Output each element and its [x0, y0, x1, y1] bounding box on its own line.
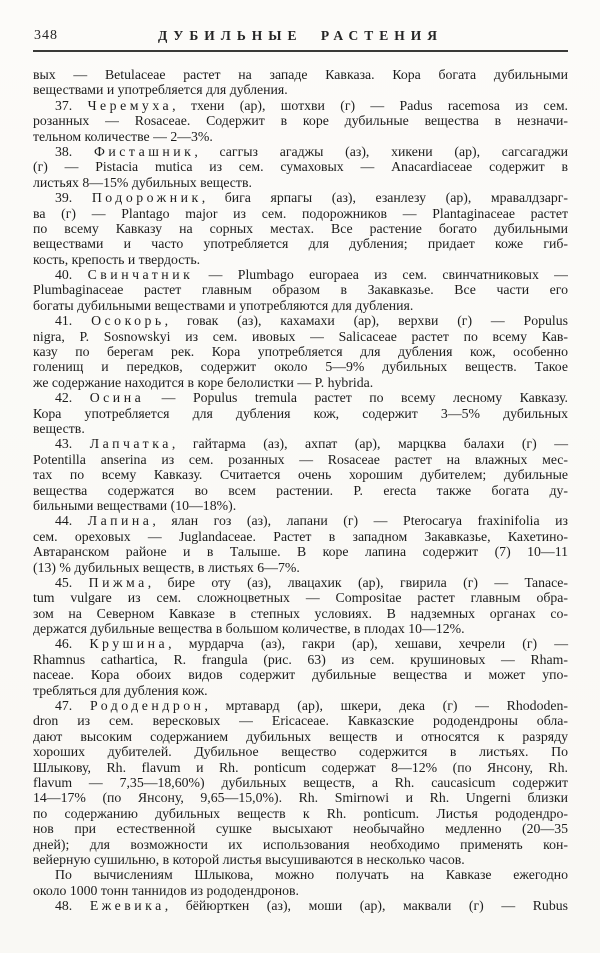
text-line — [33, 483, 568, 498]
text-line — [33, 113, 568, 128]
text-line — [33, 406, 568, 421]
text-run: flavum — 7,35—18,60%) дубильных веществ, а Rh. caucasicum содержит — [33, 774, 568, 790]
text-run: сем. ореховых — Juglandaceae. Растет в западном Закавказье, Кахетино- — [33, 528, 568, 544]
text-line — [33, 82, 568, 97]
text-run: ва (г) — Plantago major из сем. подорожников — Plantaginaceae растет — [33, 205, 568, 221]
text-run: Plumbaginaceae растет главным образом в Закавказье. Все части его — [33, 282, 568, 298]
text-line — [33, 621, 568, 636]
text-run: 37. — [55, 97, 88, 113]
text-line — [33, 698, 568, 713]
text-line — [33, 590, 568, 605]
text-line — [33, 206, 568, 221]
page-number: 348 — [34, 28, 58, 43]
text-line — [33, 236, 568, 251]
text-line — [33, 67, 568, 82]
text-run: веществ. — [33, 420, 85, 436]
text-line — [33, 129, 568, 144]
paragraph — [33, 390, 568, 436]
header-rule — [33, 50, 568, 52]
text-line — [33, 544, 568, 559]
text-run: дают высоким содержанием дубильных веществ и относятся к разряду — [33, 728, 568, 744]
plant-name-emphasized: Осокорь — [91, 313, 165, 329]
text-line — [33, 606, 568, 621]
text-run: nigra, P. Sosnowskyi из сем. ивовых — Salicaceae растет по всему Кав- — [33, 328, 568, 344]
plant-name-emphasized: Лапчатка — [89, 436, 172, 452]
text-run: же содержание находится в коре белолистки — P. hybrida. — [33, 374, 374, 390]
paragraph — [33, 513, 568, 575]
paragraph — [33, 867, 568, 898]
text-line — [33, 436, 568, 451]
text-run: , бёйюрткен (аз), моши (ар), маквали (г) — Rubus — [164, 898, 568, 914]
text-run: казу по берегам рек. Кора употребляется для дубления кож, особенно — [33, 344, 568, 360]
text-line — [33, 282, 568, 297]
text-line — [33, 837, 568, 852]
paragraph — [33, 636, 568, 698]
text-run: около 1000 тонн таннидов из рододендронов. — [33, 882, 300, 898]
text-line — [33, 867, 568, 882]
text-line — [33, 452, 568, 467]
paragraph — [33, 67, 568, 98]
text-line — [33, 775, 568, 790]
text-run: , ялан гоз (аз), лапани (г) — Pterocarya fraxinifolia из — [152, 513, 568, 529]
text-line — [33, 713, 568, 728]
text-line — [33, 359, 568, 374]
plant-name-emphasized: Фисташник — [93, 143, 195, 159]
text-line — [33, 159, 568, 174]
text-run: тельном количестве — 2—3%. — [33, 128, 213, 144]
text-body — [33, 67, 568, 913]
text-line — [33, 390, 568, 405]
text-run: 48. — [55, 898, 90, 914]
text-line — [33, 667, 568, 682]
text-run: зом на Северном Кавказе в степных условиях. В надземных органах со- — [33, 605, 568, 621]
text-run: 40. — [55, 267, 88, 283]
text-run: веществами и употребляется для дубления. — [33, 82, 288, 98]
text-run: tum vulgare из сем. сложноцветных — Compositae растет главным обра- — [33, 590, 568, 606]
plant-name-emphasized: Лапина — [87, 513, 153, 529]
text-run: розанных — Rosaceae. Содержит в коре дубильные вещества в незначи- — [33, 113, 568, 129]
plant-name-emphasized: Ежевика — [89, 898, 165, 914]
text-line — [33, 683, 568, 698]
text-run: dron из сем. вересковых — Ericaceae. Кавказские рододендроны обла- — [33, 713, 568, 729]
plant-name-emphasized: Свинчатник — [87, 267, 194, 283]
text-line — [33, 298, 568, 313]
text-run: веществами и часто употребляется для дубления; придает коже гиб- — [33, 236, 568, 252]
text-run: вых — Betulaceae растет на западе Кавказа. Кора богата дубильными — [33, 67, 568, 82]
text-line — [33, 252, 568, 267]
text-run: 14—17% (по Янсону, 9,65—15,0%). Rh. Smirnowi и Rh. Ungerni близки — [33, 790, 568, 806]
text-run: , гайтарма (аз), ахпат (ар), марцква балахи (г) — — [171, 436, 568, 452]
text-run: , саггыз агаджы (аз), хикени (ар), сагсагаджи — [194, 143, 568, 159]
text-line — [33, 652, 568, 667]
text-run: Potentilla anserina из сем. розанных — Rosaceae растет на влажных мес- — [33, 451, 568, 467]
text-line — [33, 513, 568, 528]
text-run: 43. — [55, 436, 90, 452]
plant-name-emphasized: Крушина — [89, 636, 169, 652]
paragraph — [33, 144, 568, 190]
paragraph — [33, 575, 568, 637]
text-run: тах по всему Кавказу. Считается очень хорошим дубителем; дубильные — [33, 467, 568, 483]
text-run: по всему Кавказу на сорных местах. Все растение богато дубильными — [33, 220, 568, 236]
text-line — [33, 329, 568, 344]
text-run: дней); для возможности их использования необходимо применять кон- — [33, 836, 568, 852]
paragraph — [33, 436, 568, 513]
text-run: 39. — [55, 190, 92, 206]
text-line — [33, 760, 568, 775]
text-run: Кора употребляется для дубления кож, содержит 3—5% дубильных — [33, 405, 568, 421]
text-run: листьях 8—15% дубильных веществ. — [33, 174, 252, 190]
text-line — [33, 144, 568, 159]
text-line — [33, 806, 568, 821]
text-line — [33, 790, 568, 805]
text-run: нов при естественной сушке высыхают необычайно медленно (20—35 — [33, 821, 568, 837]
text-line — [33, 898, 568, 913]
text-run: , бире оту (аз), лвацахик (ар), гвирила (г) — Tanace- — [147, 574, 568, 590]
text-line — [33, 421, 568, 436]
text-line — [33, 636, 568, 651]
text-run: (г) — Pistacia mutica из сем. сумаховых — Anacardiaceae содержит в — [33, 159, 568, 175]
text-line — [33, 221, 568, 236]
text-run: бильными веществами (10—18%). — [33, 497, 237, 513]
text-run: По вычислениям Шлыкова, можно получать на Кавказе ежегодно — [55, 867, 568, 883]
text-run: 44. — [55, 513, 88, 529]
text-run: , тхени (ар), шотхви (г) — Padus racemosa из сем. — [172, 97, 568, 113]
text-line — [33, 175, 568, 190]
text-line — [33, 190, 568, 205]
plant-name-emphasized: Пижма — [88, 574, 148, 590]
text-line — [33, 98, 568, 113]
text-line — [33, 560, 568, 575]
text-run: , мурдарча (аз), гакри (ар), хешави, хечрели (г) — — [168, 636, 568, 652]
plant-name-emphasized: Осина — [89, 390, 145, 406]
text-line — [33, 498, 568, 513]
plant-name-emphasized: Черемуха — [87, 97, 173, 113]
text-run: , говак (аз), кахамахи (ар), верхви (г) — Populus — [164, 313, 568, 329]
text-line — [33, 821, 568, 836]
text-line — [33, 744, 568, 759]
text-run: 42. — [55, 390, 90, 406]
text-run: — Populus tremula растет по всему лесному Кавказу. — [144, 390, 568, 406]
paragraph — [33, 98, 568, 144]
text-run: 41. — [55, 313, 92, 329]
text-run: вейерную сушильню, в которой листья высушиваются в несколько часов. — [33, 851, 465, 867]
text-run: 38. — [55, 143, 94, 159]
text-run: хороших дубителей. Дубильное вещество содержится в листьях. По — [33, 744, 568, 760]
text-run: naceae. Кора обоих видов содержит дубильные вещества и может упо- — [33, 667, 568, 683]
text-line — [33, 375, 568, 390]
text-line — [33, 344, 568, 359]
paragraph — [33, 267, 568, 313]
text-line — [33, 529, 568, 544]
text-line — [33, 852, 568, 867]
running-title: ДУБИЛЬНЫЕ РАСТЕНИЯ — [157, 28, 443, 43]
text-run: Автаранском районе и в Талыше. В коре лапина содержит (7) 10—11 — [33, 544, 568, 560]
text-line — [33, 729, 568, 744]
text-run: Rhamnus cathartica, R. frangula (рис. 63) из сем. крушиновых — Rham- — [33, 651, 568, 667]
text-run: вещества содержатся во всем растении. P. erecta также богата ду- — [33, 482, 568, 498]
text-run: — Plumbago europaea из сем. свинчатниковых — — [193, 267, 568, 283]
plant-name-emphasized: Рододендрон — [89, 698, 205, 714]
plant-name-emphasized: Подорожник — [91, 190, 202, 206]
text-run: , мртавард (ар), шкери, дека (г) — Rhododen- — [204, 698, 568, 714]
text-line — [33, 313, 568, 328]
text-line — [33, 883, 568, 898]
paragraph — [33, 698, 568, 867]
text-run: , бига ярпагы (аз), езанлезу (ар), мравалдзарг- — [201, 190, 569, 206]
text-line — [33, 467, 568, 482]
paragraph — [33, 898, 568, 913]
text-line — [33, 575, 568, 590]
text-run: кость, крепость и твердость. — [33, 251, 201, 267]
text-run: 46. — [55, 636, 90, 652]
paragraph — [33, 313, 568, 390]
text-run: 47. — [55, 698, 90, 714]
text-run: (13) % дубильных веществ, в листьях 6—7%. — [33, 559, 300, 575]
text-run: голенищ и передков, содержит около 5—9% дубильных веществ. Такое — [33, 359, 568, 375]
text-run: требляться для дубления кож. — [33, 682, 208, 698]
text-run: богаты дубильными веществами и употребляются для дубления. — [33, 297, 414, 313]
text-run: по содержанию дубильных веществ к Rh. ponticum. Листья рододендро- — [33, 805, 568, 821]
paragraph — [33, 190, 568, 267]
page-header — [33, 0, 568, 44]
text-run: держатся дубильные вещества в большом количестве, в плодах 10—12%. — [33, 621, 465, 637]
text-run: Шлыкову, Rh. flavum и Rh. ponticum содержат 8—12% (по Янсону, Rh. — [33, 759, 568, 775]
text-line — [33, 267, 568, 282]
text-run: 45. — [55, 574, 89, 590]
